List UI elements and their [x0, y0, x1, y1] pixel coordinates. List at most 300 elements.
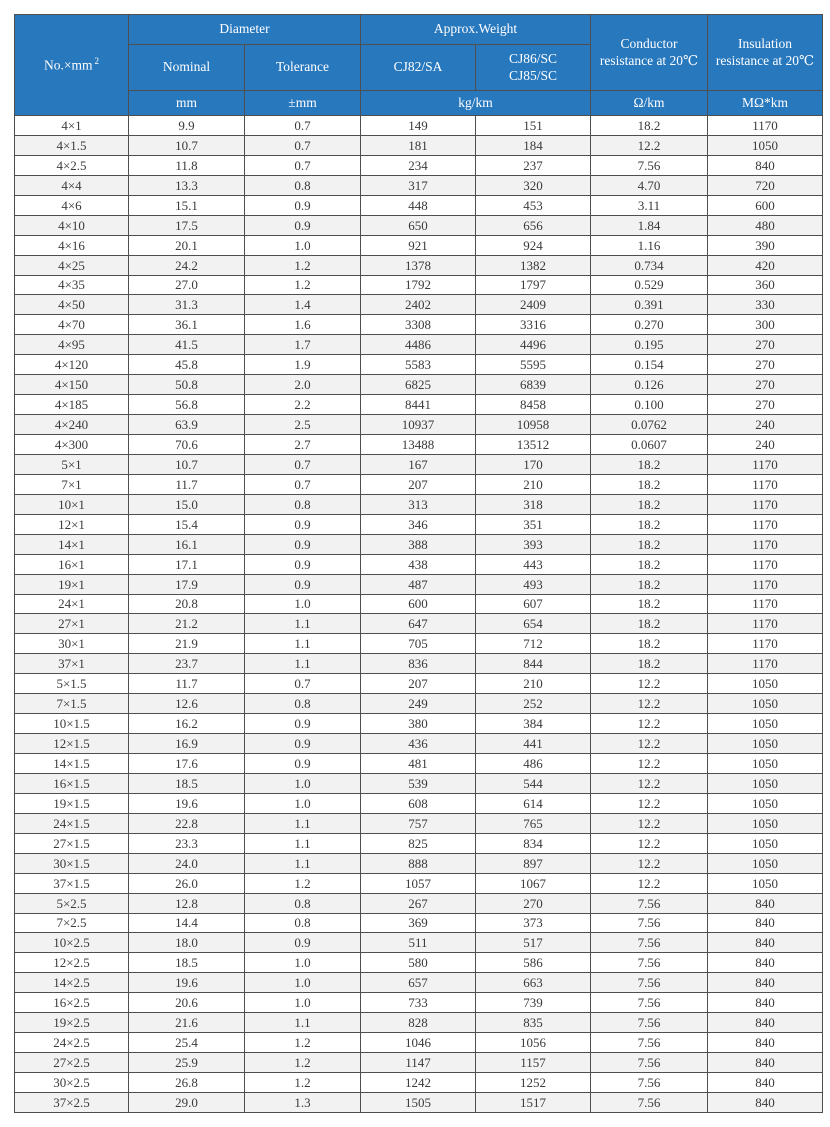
cell-diameter-tolerance: 0.7 — [245, 674, 361, 694]
table-row — [15, 873, 823, 893]
cell-weight-cj82-sa: 436 — [361, 734, 476, 754]
cell-diameter-nominal: 41.5 — [129, 335, 245, 355]
cell-weight-cj86-sc: 320 — [476, 175, 591, 195]
cell-diameter-tolerance: 0.9 — [245, 754, 361, 774]
cell-diameter-tolerance: 2.2 — [245, 395, 361, 415]
cell-diameter-nominal: 18.5 — [129, 773, 245, 793]
table-row — [15, 514, 823, 534]
cell-insulation-resistance: 1170 — [708, 474, 823, 494]
cell-conductor-resistance: 1.16 — [591, 235, 708, 255]
table-row — [15, 1013, 823, 1033]
cell-diameter-tolerance: 0.8 — [245, 893, 361, 913]
cell-insulation-resistance: 1170 — [708, 514, 823, 534]
cell-insulation-resistance: 240 — [708, 415, 823, 435]
table-row — [15, 275, 823, 295]
cell-no-mm2: 4×35 — [15, 275, 129, 295]
cell-diameter-tolerance: 1.1 — [245, 813, 361, 833]
cell-conductor-resistance: 18.2 — [591, 574, 708, 594]
cell-conductor-resistance: 0.154 — [591, 355, 708, 375]
cell-diameter-nominal: 63.9 — [129, 415, 245, 435]
table-row — [15, 116, 823, 136]
cell-conductor-resistance: 0.529 — [591, 275, 708, 295]
cell-weight-cj86-sc: 453 — [476, 195, 591, 215]
cell-insulation-resistance: 1050 — [708, 694, 823, 714]
cell-no-mm2: 24×1.5 — [15, 813, 129, 833]
cell-diameter-nominal: 26.8 — [129, 1073, 245, 1093]
cell-weight-cj86-sc: 765 — [476, 813, 591, 833]
cell-diameter-nominal: 10.7 — [129, 454, 245, 474]
cell-diameter-tolerance: 1.0 — [245, 993, 361, 1013]
cell-conductor-resistance: 18.2 — [591, 494, 708, 514]
cell-weight-cj82-sa: 757 — [361, 813, 476, 833]
table-row — [15, 175, 823, 195]
table-row — [15, 893, 823, 913]
cell-diameter-tolerance: 1.2 — [245, 1073, 361, 1093]
cell-no-mm2: 7×1 — [15, 474, 129, 494]
table-row — [15, 973, 823, 993]
cell-weight-cj82-sa: 828 — [361, 1013, 476, 1033]
cell-weight-cj86-sc: 844 — [476, 654, 591, 674]
cell-diameter-tolerance: 1.0 — [245, 793, 361, 813]
cell-insulation-resistance: 1170 — [708, 594, 823, 614]
cell-weight-cj86-sc: 544 — [476, 773, 591, 793]
cell-weight-cj86-sc: 351 — [476, 514, 591, 534]
cell-conductor-resistance: 7.56 — [591, 973, 708, 993]
cell-conductor-resistance: 7.56 — [591, 953, 708, 973]
cell-no-mm2: 4×16 — [15, 235, 129, 255]
cell-diameter-nominal: 50.8 — [129, 375, 245, 395]
cell-diameter-tolerance: 1.3 — [245, 1092, 361, 1112]
cell-insulation-resistance: 840 — [708, 1033, 823, 1053]
cell-weight-cj82-sa: 825 — [361, 833, 476, 853]
cell-diameter-tolerance: 1.2 — [245, 1053, 361, 1073]
unit-tolerance-mm: ±mm — [245, 91, 361, 116]
cell-weight-cj82-sa: 705 — [361, 634, 476, 654]
cell-weight-cj86-sc: 3316 — [476, 315, 591, 335]
cell-diameter-tolerance: 0.9 — [245, 933, 361, 953]
cell-diameter-nominal: 15.1 — [129, 195, 245, 215]
cell-diameter-nominal: 21.6 — [129, 1013, 245, 1033]
table-header — [15, 15, 823, 116]
cell-weight-cj86-sc: 6839 — [476, 375, 591, 395]
cell-no-mm2: 5×1 — [15, 454, 129, 474]
cell-diameter-nominal: 11.8 — [129, 155, 245, 175]
cell-conductor-resistance: 12.2 — [591, 754, 708, 774]
cell-insulation-resistance: 240 — [708, 435, 823, 455]
cell-insulation-resistance: 1170 — [708, 574, 823, 594]
cell-no-mm2: 19×1 — [15, 574, 129, 594]
cell-diameter-tolerance: 1.2 — [245, 275, 361, 295]
unit-mm: mm — [129, 91, 245, 116]
cell-weight-cj86-sc: 10958 — [476, 415, 591, 435]
cell-diameter-nominal: 29.0 — [129, 1092, 245, 1112]
cell-conductor-resistance: 18.2 — [591, 594, 708, 614]
table-row — [15, 754, 823, 774]
table-row — [15, 534, 823, 554]
header-row-units — [15, 91, 823, 116]
cell-diameter-tolerance: 1.0 — [245, 773, 361, 793]
cell-diameter-tolerance: 0.9 — [245, 734, 361, 754]
cell-weight-cj86-sc: 835 — [476, 1013, 591, 1033]
cell-diameter-tolerance: 1.6 — [245, 315, 361, 335]
table-row — [15, 913, 823, 933]
cell-weight-cj82-sa: 1057 — [361, 873, 476, 893]
table-row — [15, 355, 823, 375]
cell-insulation-resistance: 1170 — [708, 554, 823, 574]
cell-weight-cj86-sc: 1157 — [476, 1053, 591, 1073]
cell-weight-cj86-sc: 4496 — [476, 335, 591, 355]
table-row — [15, 773, 823, 793]
cell-conductor-resistance: 18.2 — [591, 634, 708, 654]
cell-weight-cj86-sc: 170 — [476, 454, 591, 474]
cell-conductor-resistance: 12.2 — [591, 714, 708, 734]
cell-no-mm2: 30×1 — [15, 634, 129, 654]
cell-diameter-nominal: 23.3 — [129, 833, 245, 853]
cell-weight-cj86-sc: 270 — [476, 893, 591, 913]
cell-weight-cj82-sa: 4486 — [361, 335, 476, 355]
cell-insulation-resistance: 1170 — [708, 614, 823, 634]
cell-insulation-resistance: 840 — [708, 893, 823, 913]
cell-conductor-resistance: 7.56 — [591, 933, 708, 953]
cell-weight-cj82-sa: 313 — [361, 494, 476, 514]
table-row — [15, 614, 823, 634]
cell-diameter-tolerance: 1.1 — [245, 654, 361, 674]
cell-conductor-resistance: 18.2 — [591, 474, 708, 494]
cell-conductor-resistance: 12.2 — [591, 813, 708, 833]
table-row — [15, 295, 823, 315]
unit-kg-km: kg/km — [361, 91, 591, 116]
cell-weight-cj82-sa: 481 — [361, 754, 476, 774]
cell-diameter-nominal: 15.4 — [129, 514, 245, 534]
cell-weight-cj82-sa: 5583 — [361, 355, 476, 375]
cell-diameter-nominal: 13.3 — [129, 175, 245, 195]
cell-weight-cj86-sc: 663 — [476, 973, 591, 993]
cell-diameter-nominal: 14.4 — [129, 913, 245, 933]
cell-conductor-resistance: 18.2 — [591, 454, 708, 474]
unit-mohm-km: MΩ*km — [708, 91, 823, 116]
cell-insulation-resistance: 1050 — [708, 853, 823, 873]
cell-diameter-tolerance: 1.1 — [245, 634, 361, 654]
cell-weight-cj82-sa: 181 — [361, 135, 476, 155]
cell-diameter-tolerance: 0.8 — [245, 175, 361, 195]
table-row — [15, 474, 823, 494]
cell-diameter-nominal: 19.6 — [129, 973, 245, 993]
cell-insulation-resistance: 1050 — [708, 833, 823, 853]
header-cj86-line1: CJ86/SC — [509, 50, 558, 66]
cell-weight-cj86-sc: 486 — [476, 754, 591, 774]
header-cj85-line2: CJ85/SC — [509, 67, 558, 83]
cell-insulation-resistance: 1170 — [708, 654, 823, 674]
cell-conductor-resistance: 0.195 — [591, 335, 708, 355]
cell-weight-cj82-sa: 346 — [361, 514, 476, 534]
cell-no-mm2: 30×2.5 — [15, 1073, 129, 1093]
cell-insulation-resistance: 1170 — [708, 634, 823, 654]
cell-no-mm2: 4×25 — [15, 255, 129, 275]
cell-insulation-resistance: 840 — [708, 1092, 823, 1112]
cell-diameter-nominal: 17.5 — [129, 215, 245, 235]
cell-insulation-resistance: 270 — [708, 395, 823, 415]
cell-diameter-tolerance: 1.0 — [245, 235, 361, 255]
table-row — [15, 1092, 823, 1112]
cell-weight-cj86-sc: 184 — [476, 135, 591, 155]
cell-insulation-resistance: 1050 — [708, 135, 823, 155]
table-row — [15, 833, 823, 853]
cell-no-mm2: 4×300 — [15, 435, 129, 455]
header-conductor-resistance: Conductor resistance at 20℃ — [591, 15, 708, 91]
cell-weight-cj82-sa: 1147 — [361, 1053, 476, 1073]
cell-insulation-resistance: 330 — [708, 295, 823, 315]
table-row — [15, 654, 823, 674]
cell-weight-cj82-sa: 1505 — [361, 1092, 476, 1112]
cell-weight-cj86-sc: 210 — [476, 674, 591, 694]
unit-ohm-km: Ω/km — [591, 91, 708, 116]
cell-diameter-nominal: 12.6 — [129, 694, 245, 714]
table-row — [15, 195, 823, 215]
cell-diameter-tolerance: 0.9 — [245, 574, 361, 594]
header-no-mm2 — [15, 15, 129, 116]
cell-insulation-resistance: 1050 — [708, 873, 823, 893]
cell-no-mm2: 16×1.5 — [15, 773, 129, 793]
header-approx-weight: Approx.Weight — [361, 15, 591, 45]
cell-conductor-resistance: 4.70 — [591, 175, 708, 195]
cell-weight-cj82-sa: 511 — [361, 933, 476, 953]
table-row — [15, 494, 823, 514]
cell-no-mm2: 4×1 — [15, 116, 129, 136]
cell-diameter-tolerance: 1.1 — [245, 853, 361, 873]
cell-diameter-nominal: 45.8 — [129, 355, 245, 375]
cell-weight-cj82-sa: 580 — [361, 953, 476, 973]
cell-diameter-nominal: 21.2 — [129, 614, 245, 634]
cell-weight-cj82-sa: 2402 — [361, 295, 476, 315]
cell-no-mm2: 7×2.5 — [15, 913, 129, 933]
table-row — [15, 793, 823, 813]
cell-diameter-tolerance: 0.7 — [245, 454, 361, 474]
cell-weight-cj82-sa: 6825 — [361, 375, 476, 395]
header-row-groups — [15, 15, 823, 45]
table-row — [15, 415, 823, 435]
cell-weight-cj86-sc: 924 — [476, 235, 591, 255]
cell-weight-cj86-sc: 607 — [476, 594, 591, 614]
table-row — [15, 1053, 823, 1073]
cell-diameter-nominal: 19.6 — [129, 793, 245, 813]
cell-conductor-resistance: 18.2 — [591, 534, 708, 554]
cell-insulation-resistance: 1050 — [708, 674, 823, 694]
cell-diameter-tolerance: 0.7 — [245, 116, 361, 136]
cell-insulation-resistance: 270 — [708, 355, 823, 375]
cell-conductor-resistance: 7.56 — [591, 1073, 708, 1093]
table-row — [15, 435, 823, 455]
table-row — [15, 594, 823, 614]
cell-no-mm2: 4×120 — [15, 355, 129, 375]
cell-diameter-tolerance: 0.9 — [245, 215, 361, 235]
cell-conductor-resistance: 0.734 — [591, 255, 708, 275]
cell-no-mm2: 19×1.5 — [15, 793, 129, 813]
cell-insulation-resistance: 360 — [708, 275, 823, 295]
cell-weight-cj82-sa: 249 — [361, 694, 476, 714]
cell-diameter-tolerance: 2.0 — [245, 375, 361, 395]
cell-no-mm2: 12×1 — [15, 514, 129, 534]
cell-weight-cj82-sa: 380 — [361, 714, 476, 734]
cell-conductor-resistance: 0.270 — [591, 315, 708, 335]
table-row — [15, 235, 823, 255]
cell-insulation-resistance: 720 — [708, 175, 823, 195]
cell-diameter-nominal: 16.1 — [129, 534, 245, 554]
cell-insulation-resistance: 1050 — [708, 734, 823, 754]
cell-no-mm2: 4×240 — [15, 415, 129, 435]
cell-conductor-resistance: 0.126 — [591, 375, 708, 395]
cell-diameter-nominal: 20.8 — [129, 594, 245, 614]
cell-conductor-resistance: 7.56 — [591, 893, 708, 913]
cell-weight-cj86-sc: 237 — [476, 155, 591, 175]
cell-diameter-nominal: 70.6 — [129, 435, 245, 455]
cell-no-mm2: 4×50 — [15, 295, 129, 315]
cell-diameter-tolerance: 1.4 — [245, 295, 361, 315]
cell-weight-cj82-sa: 267 — [361, 893, 476, 913]
cell-conductor-resistance: 0.0762 — [591, 415, 708, 435]
cell-diameter-tolerance: 1.9 — [245, 355, 361, 375]
cell-diameter-tolerance: 1.0 — [245, 973, 361, 993]
cell-conductor-resistance: 12.2 — [591, 135, 708, 155]
table-row — [15, 933, 823, 953]
cell-conductor-resistance: 7.56 — [591, 1013, 708, 1033]
cell-diameter-tolerance: 1.2 — [245, 1033, 361, 1053]
cell-diameter-nominal: 56.8 — [129, 395, 245, 415]
table-row — [15, 574, 823, 594]
cell-no-mm2: 4×4 — [15, 175, 129, 195]
cell-conductor-resistance: 18.2 — [591, 614, 708, 634]
cell-diameter-nominal: 18.5 — [129, 953, 245, 973]
cell-insulation-resistance: 300 — [708, 315, 823, 335]
cell-diameter-tolerance: 2.5 — [245, 415, 361, 435]
cell-insulation-resistance: 1170 — [708, 116, 823, 136]
cell-no-mm2: 10×1 — [15, 494, 129, 514]
header-no-mm2-sup: 2 — [94, 55, 99, 66]
cell-weight-cj86-sc: 739 — [476, 993, 591, 1013]
cell-weight-cj82-sa: 388 — [361, 534, 476, 554]
cell-weight-cj86-sc: 517 — [476, 933, 591, 953]
cell-conductor-resistance: 7.56 — [591, 1033, 708, 1053]
cell-diameter-nominal: 31.3 — [129, 295, 245, 315]
cell-weight-cj86-sc: 586 — [476, 953, 591, 973]
table-row — [15, 953, 823, 973]
header-insulation-resistance: Insulation resistance at 20℃ — [708, 15, 823, 91]
cell-conductor-resistance: 12.2 — [591, 833, 708, 853]
cell-weight-cj86-sc: 13512 — [476, 435, 591, 455]
table-row — [15, 554, 823, 574]
cell-insulation-resistance: 840 — [708, 973, 823, 993]
cell-weight-cj86-sc: 252 — [476, 694, 591, 714]
cell-no-mm2: 24×2.5 — [15, 1033, 129, 1053]
cell-weight-cj82-sa: 234 — [361, 155, 476, 175]
cell-diameter-nominal: 12.8 — [129, 893, 245, 913]
cell-conductor-resistance: 12.2 — [591, 873, 708, 893]
cell-no-mm2: 4×10 — [15, 215, 129, 235]
cell-weight-cj82-sa: 1792 — [361, 275, 476, 295]
cell-conductor-resistance: 12.2 — [591, 674, 708, 694]
cell-weight-cj86-sc: 1797 — [476, 275, 591, 295]
cell-diameter-tolerance: 0.8 — [245, 494, 361, 514]
cell-diameter-nominal: 23.7 — [129, 654, 245, 674]
table-body — [15, 116, 823, 1113]
cell-weight-cj82-sa: 733 — [361, 993, 476, 1013]
cell-diameter-nominal: 11.7 — [129, 674, 245, 694]
cell-no-mm2: 4×1.5 — [15, 135, 129, 155]
cell-weight-cj86-sc: 656 — [476, 215, 591, 235]
cell-no-mm2: 7×1.5 — [15, 694, 129, 714]
cell-weight-cj82-sa: 317 — [361, 175, 476, 195]
cell-diameter-nominal: 9.9 — [129, 116, 245, 136]
cell-weight-cj82-sa: 657 — [361, 973, 476, 993]
cell-insulation-resistance: 840 — [708, 953, 823, 973]
cell-insulation-resistance: 1050 — [708, 754, 823, 774]
cell-insulation-resistance: 1050 — [708, 773, 823, 793]
cell-diameter-tolerance: 0.8 — [245, 694, 361, 714]
cell-weight-cj86-sc: 614 — [476, 793, 591, 813]
header-nominal: Nominal — [129, 45, 245, 91]
cell-diameter-nominal: 36.1 — [129, 315, 245, 335]
cell-insulation-resistance: 1050 — [708, 714, 823, 734]
cell-diameter-tolerance: 0.8 — [245, 913, 361, 933]
cell-conductor-resistance: 12.2 — [591, 853, 708, 873]
table-row — [15, 634, 823, 654]
cell-insulation-resistance: 840 — [708, 155, 823, 175]
cell-weight-cj82-sa: 149 — [361, 116, 476, 136]
cell-conductor-resistance: 0.100 — [591, 395, 708, 415]
cell-weight-cj86-sc: 897 — [476, 853, 591, 873]
cell-conductor-resistance: 1.84 — [591, 215, 708, 235]
table-row — [15, 335, 823, 355]
table-row — [15, 813, 823, 833]
cell-insulation-resistance: 270 — [708, 335, 823, 355]
cell-weight-cj82-sa: 10937 — [361, 415, 476, 435]
cell-no-mm2: 14×1.5 — [15, 754, 129, 774]
cell-no-mm2: 16×1 — [15, 554, 129, 574]
table-row — [15, 215, 823, 235]
cell-insulation-resistance: 840 — [708, 1053, 823, 1073]
table-row — [15, 1033, 823, 1053]
cell-conductor-resistance: 7.56 — [591, 913, 708, 933]
cell-diameter-nominal: 20.1 — [129, 235, 245, 255]
cell-weight-cj82-sa: 888 — [361, 853, 476, 873]
cell-no-mm2: 4×6 — [15, 195, 129, 215]
cell-weight-cj86-sc: 1517 — [476, 1092, 591, 1112]
cell-insulation-resistance: 1170 — [708, 454, 823, 474]
cell-no-mm2: 4×95 — [15, 335, 129, 355]
cell-diameter-nominal: 10.7 — [129, 135, 245, 155]
cell-no-mm2: 4×70 — [15, 315, 129, 335]
cell-weight-cj82-sa: 369 — [361, 913, 476, 933]
table-row — [15, 255, 823, 275]
header-no-mm2-label: No.×mm — [44, 57, 93, 73]
cell-weight-cj86-sc: 834 — [476, 833, 591, 853]
cell-weight-cj86-sc: 1382 — [476, 255, 591, 275]
cell-diameter-tolerance: 0.9 — [245, 534, 361, 554]
cell-weight-cj86-sc: 443 — [476, 554, 591, 574]
cell-diameter-tolerance: 1.2 — [245, 255, 361, 275]
cell-conductor-resistance: 3.11 — [591, 195, 708, 215]
cell-weight-cj82-sa: 438 — [361, 554, 476, 574]
cell-weight-cj86-sc: 393 — [476, 534, 591, 554]
cell-weight-cj82-sa: 8441 — [361, 395, 476, 415]
cell-weight-cj82-sa: 1046 — [361, 1033, 476, 1053]
cell-weight-cj86-sc: 151 — [476, 116, 591, 136]
cell-weight-cj86-sc: 5595 — [476, 355, 591, 375]
table-row — [15, 993, 823, 1013]
cell-insulation-resistance: 1050 — [708, 793, 823, 813]
cell-diameter-nominal: 15.0 — [129, 494, 245, 514]
cell-diameter-tolerance: 0.7 — [245, 155, 361, 175]
cell-weight-cj82-sa: 487 — [361, 574, 476, 594]
